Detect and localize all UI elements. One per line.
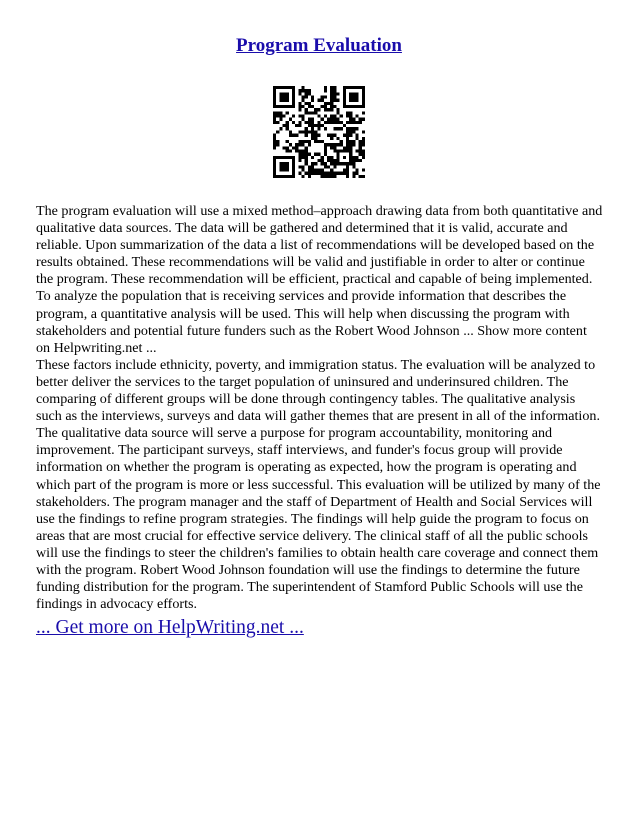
page-title-link[interactable]: Program Evaluation	[236, 35, 402, 56]
paragraph-2: These factors include ethnicity, poverty, and immigration status. The evaluation will be analyzed to better deliver the services to the target population of uninsured and underinsured children. The comparing of different groups will be done through contingency tables. The qualitative analysis such as the interviews, surveys and data will gather themes that are present in all of the information. The qualitative data source will serve a purpose for program accountability, monitoring and improvement. The participant surveys, staff interviews, and funder's focus group will provide information on whether the program is operating as expected, how the program is operating and which part of the program is more or less successful. This evaluation will be utilized by many of the stakeholders. The program manager and the staff of Department of Health and Social Services will use the findings to refine program strategies. The findings will help guide the program to focus on areas that are most crucial for effective service delivery. The clinical staff of all the public schools will use the findings to steer the children's families to obtain health care coverage and connect them with the program. Robert Wood Johnson foundation will use the findings to determine the future funding distribution for the program. The superintendent of Stamford Public Schools will use the findings in advocacy efforts.	[36, 356, 601, 613]
article-body	[36, 203, 604, 613]
get-more-link[interactable]: ... Get more on HelpWriting.net ...	[36, 617, 304, 638]
qr-code-icon	[273, 86, 365, 178]
paragraph-1: The program evaluation will use a mixed method–approach drawing data from both quantitative and qualitative data sources. The data will be gathered and determined that it is valid, accurate and reliable. Upon summarization of the data a list of recommendations will be developed based on the results obtained. These recommendations will be valid and justifiable in order to alter or continue the program. These recommendation will be efficient, practical and capable of being implemented. To analyze the population that is receiving services and provide information that describes the program, a quantitative analysis will be used. This will help when discussing the program with stakeholders and potential future funders such as the Robert Wood Johnson ... Show more content on Helpwriting.net ...	[36, 203, 603, 356]
qr-code	[273, 86, 365, 178]
